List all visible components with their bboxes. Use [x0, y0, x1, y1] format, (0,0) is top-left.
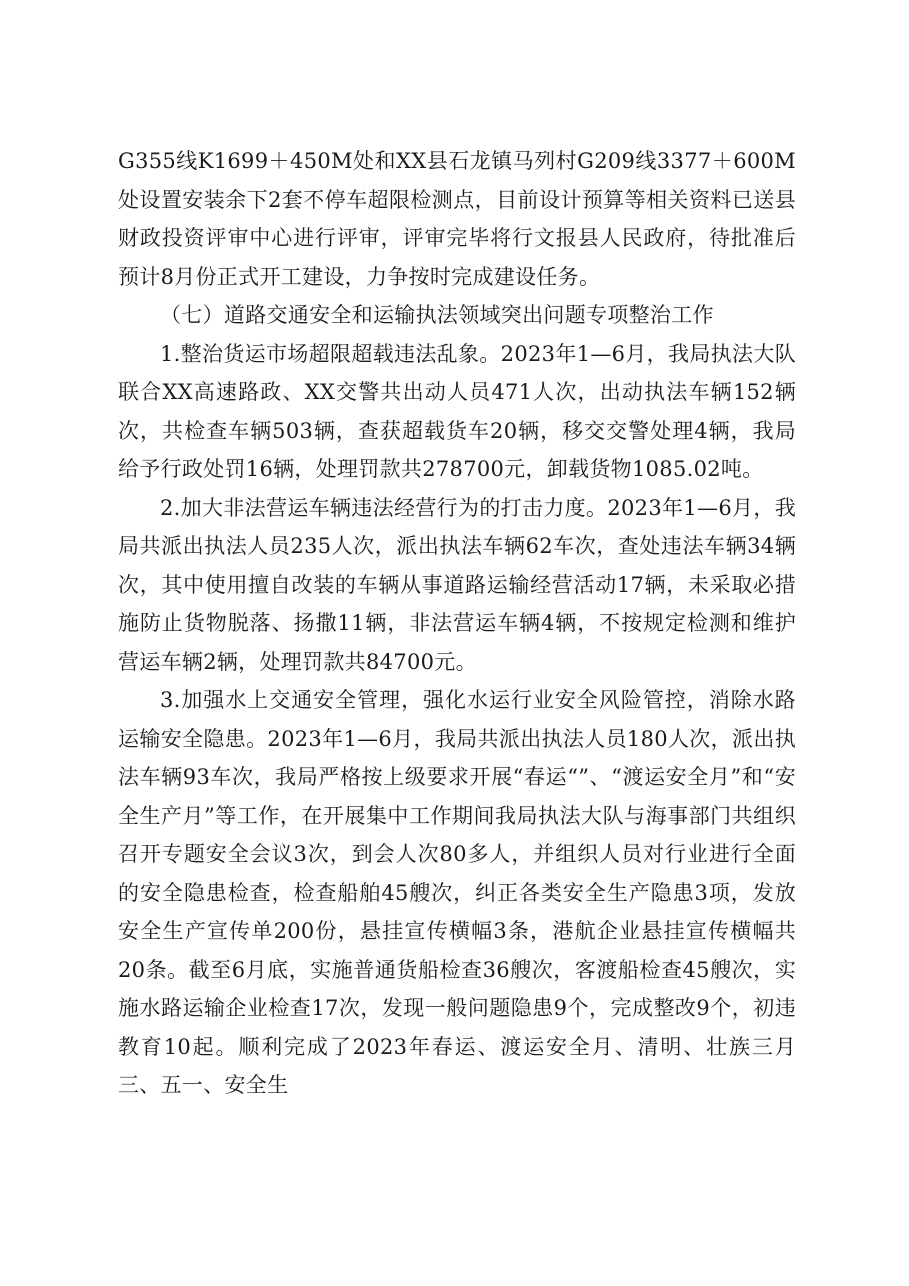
paragraph-item-3: 3.加强水上交通安全管理，强化水运行业安全风险管控，消除水路运输安全隐患。2023年1—6月，我局共派出执法人员180人次，派出执法车辆93车次，我局严格按上级要求开展“春运“”、“渡运安全月”和“安全生产月”等工作，在开展集中工作期间我局执法大队与海事部门共组织召开专题安全会议3次，到会人次80多人，并组织人员对行业进行全面的安全隐患检查，检查船舶45艘次，纠正各类安全生产隐患3项，发放安全生产宣传单200份，悬挂宣传横幅3条，港航企业悬挂宣传横幅共20条。截至6月底，实施普通货船检查36艘次，客渡船检查45艘次，实施水路运输企业检查17次，发现一般问题隐患9个，完成整改9个，初违教育10起。顺利完成了2023年春运、渡运安全月、清明、壮族三月三、五一、安全生 — [118, 688, 796, 1097]
paragraph-item-2: 2.加大非法营运车辆违法经营行为的打击力度。2023年1—6月，我局共派出执法人员235人次，派出执法车辆62车次，查处违法车辆34辆次，其中使用擅自改装的车辆从事道路运输经营活动17辆，未采取必措施防止货物脱落、扬撒11辆，非法营运车辆4辆，不按规定检测和维护营运车辆2辆，处理罚款共84700元。 — [118, 495, 796, 674]
document-body — [118, 142, 796, 1105]
paragraph-item-1: 1.整治货运市场超限超载违法乱象。2023年1—6月，我局执法大队联合XX高速路政、XX交警共出动人员471人次，出动执法车辆152辆次，共检查车辆503辆，查获超载货车20辆，移交交警处理4辆，我局给予行政处罚16辆，处理罚款共278700元，卸载货物1085.02吨。 — [118, 341, 796, 481]
section-heading: （七）道路交通安全和运输执法领域突出问题专项整治工作 — [160, 303, 714, 327]
paragraph-continuation: G355线K1699＋450M处和XX县石龙镇马列村G209线3377＋600M处设置安装余下2套不停车超限检测点，目前设计预算等相关资料已送县财政投资评审中心进行评审，评审完毕将行文报县人民政府，待批准后预计8月份正式开工建设，力争按时完成建设任务。 — [118, 149, 796, 289]
